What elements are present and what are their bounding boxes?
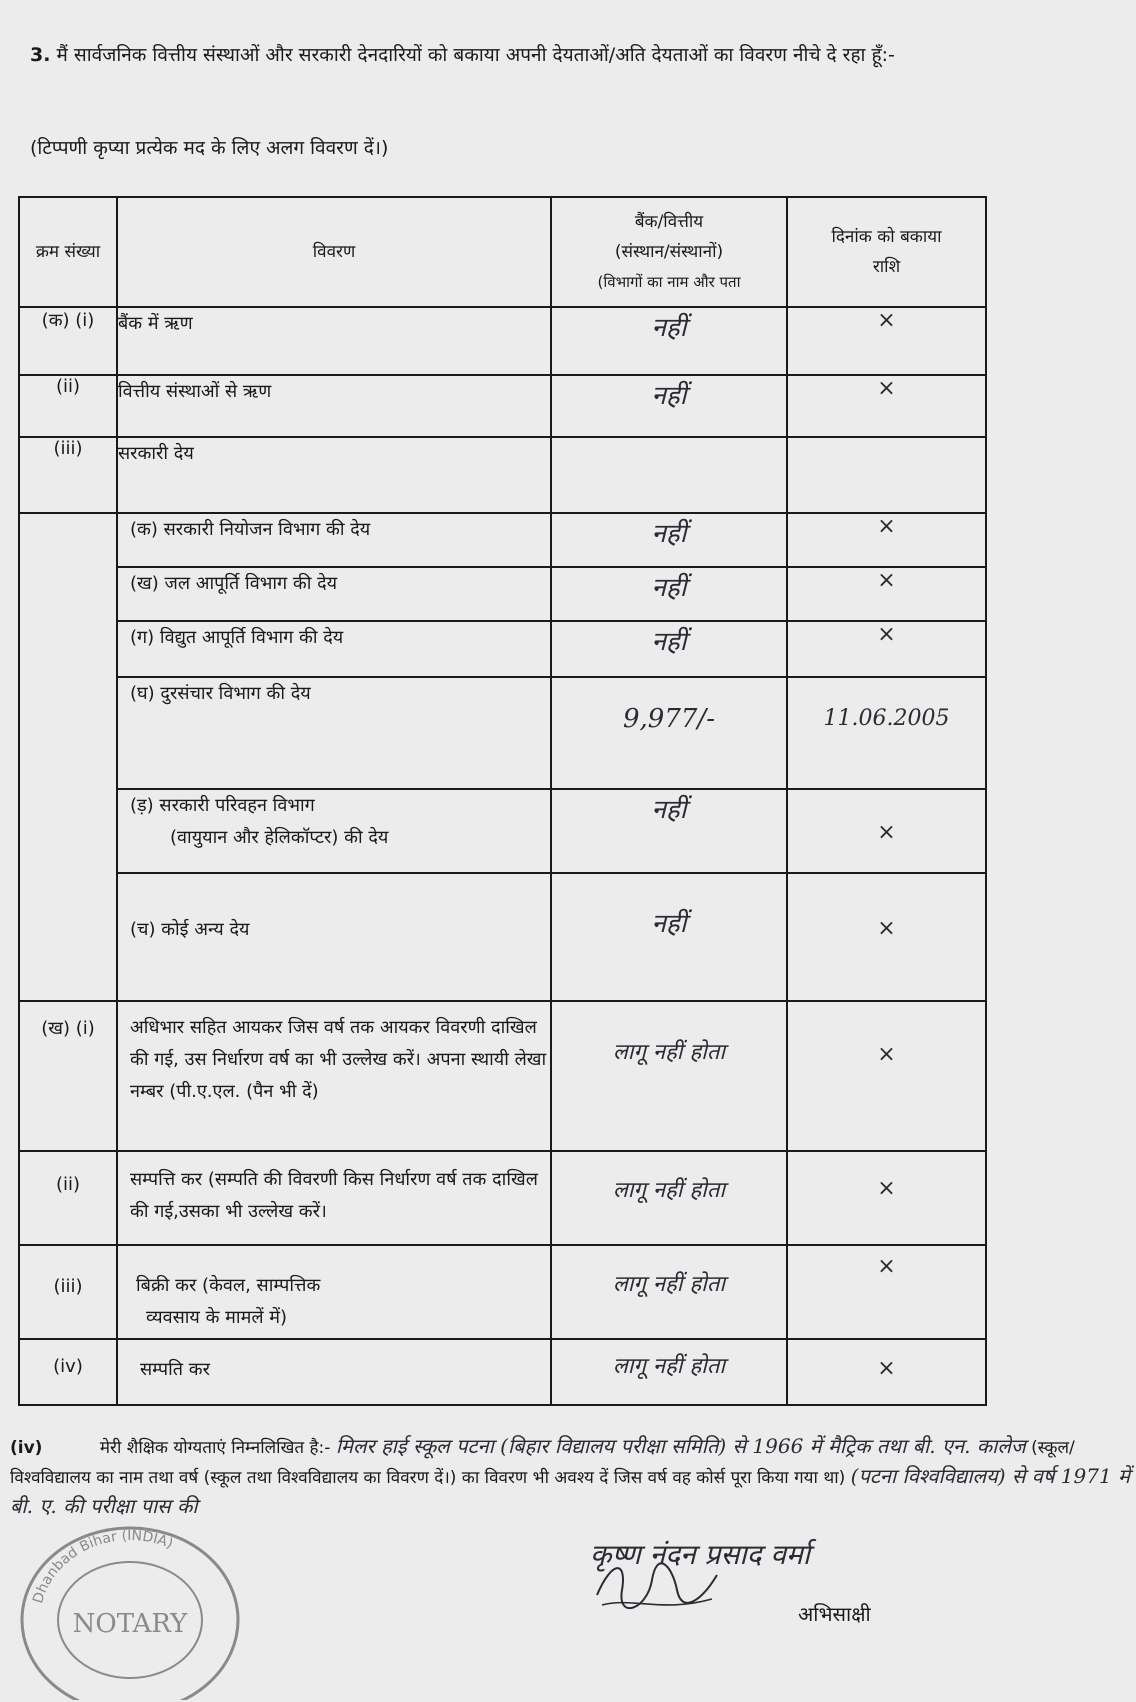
table-row bbox=[19, 567, 986, 621]
row-bank-entry: लागू नहीं होता bbox=[551, 1151, 787, 1245]
row-bank-entry: नहीं bbox=[551, 789, 787, 873]
row-description: (ग) विद्युत आपूर्ति विभाग की देय bbox=[117, 621, 551, 677]
row-serial: (ii) bbox=[19, 375, 117, 437]
row-description: अधिभार सहित आयकर जिस वर्ष तक आयकर विवरणी दाखिल की गई, उस निर्धारण वर्ष का भी उल्लेख करें। अपना स्थायी लेखा नम्बर (पी.ए.एल. (पैन भी दें) bbox=[117, 1001, 551, 1151]
stamp-ring-text: Dhanbad Bihar (INDIA) bbox=[30, 1527, 176, 1606]
table-row bbox=[19, 1151, 986, 1245]
education-handwritten-2: (पटना विश्वविद्यालय) से वर्ष 1971 में बी. ए. की परीक्षा पास की bbox=[10, 1464, 1130, 1518]
notary-stamp bbox=[10, 1510, 250, 1700]
row-amount-entry: × bbox=[787, 1339, 986, 1405]
table-header-row bbox=[19, 197, 986, 307]
row-amount-entry: × bbox=[787, 375, 986, 437]
header-serial: क्रम संख्या bbox=[19, 197, 117, 307]
row-amount-entry: × bbox=[787, 1245, 986, 1339]
table-row bbox=[19, 1339, 986, 1405]
table-row bbox=[19, 307, 986, 375]
education-instructions: (स्कूल/विश्वविद्यालय का नाम तथा वर्ष (स्कूल तथा विश्वविद्यालय का विवरण दें।) का विवरण भी अवश्य दें जिस वर्ष वह कोर्स पूरा किया गया था) bbox=[10, 1438, 1075, 1488]
table-row bbox=[19, 873, 986, 1001]
row-description-line1: बिक्री कर (केवल, साम्पत्तिक bbox=[136, 1275, 321, 1296]
education-handwritten-1: मिलर हाई स्कूल पटना (बिहार विद्यालय परीक्षा समिति) से 1966 में मैट्रिक तथा बी. एन. कालेज bbox=[335, 1434, 1026, 1458]
row-amount-entry: × bbox=[787, 873, 986, 1001]
row-description: (च) कोई अन्य देय bbox=[117, 873, 551, 1001]
row-amount-entry: × bbox=[787, 789, 986, 873]
table-row bbox=[19, 375, 986, 437]
stamp-title: NOTARY bbox=[72, 1609, 188, 1639]
header-amount bbox=[787, 197, 986, 307]
row-amount-entry: × bbox=[787, 1001, 986, 1151]
education-section bbox=[10, 1432, 1135, 1522]
header-bank bbox=[551, 197, 787, 307]
row-amount-entry bbox=[787, 437, 986, 513]
row-description bbox=[117, 789, 551, 873]
row-amount-entry: × bbox=[787, 621, 986, 677]
table-row bbox=[19, 789, 986, 873]
header-bank-line2: (संस्थान/संस्थानों) bbox=[614, 242, 724, 262]
header-amount-line2: राशि bbox=[872, 257, 901, 277]
row-description: वित्तीय संस्थाओं से ऋण bbox=[117, 375, 551, 437]
section-heading-text: मैं सार्वजनिक वित्तीय संस्थाओं और सरकारी देनदारियों को बकाया अपनी देयताओं/अति देयताओं का विवरण नीचे दे रहा हूँ:- bbox=[56, 44, 895, 66]
row-amount-entry: 11.06.2005 bbox=[787, 677, 986, 789]
row-amount-entry: × bbox=[787, 1151, 986, 1245]
table-row bbox=[19, 437, 986, 513]
row-bank-entry: नहीं bbox=[551, 375, 787, 437]
row-serial: (iii) bbox=[19, 1245, 117, 1339]
row-bank-entry: लागू नहीं होता bbox=[551, 1001, 787, 1151]
row-bank-entry: नहीं bbox=[551, 307, 787, 375]
row-description: सम्पत्ति कर (सम्पति की विवरणी किस निर्धारण वर्ष तक दाखिल की गई,उसका भी उल्लेख करें। bbox=[117, 1151, 551, 1245]
header-details: विवरण bbox=[117, 197, 551, 307]
row-serial-empty bbox=[19, 513, 117, 1001]
row-amount-entry: × bbox=[787, 307, 986, 375]
row-description: सरकारी देय bbox=[117, 437, 551, 513]
liabilities-table bbox=[18, 196, 987, 1406]
row-description: बैंक में ऋण bbox=[117, 307, 551, 375]
section-heading bbox=[30, 38, 1030, 72]
row-bank-entry: लागू नहीं होता bbox=[551, 1339, 787, 1405]
row-description-line2: (वायुयान और हेलिकॉप्टर) की देय bbox=[170, 827, 389, 848]
row-bank-entry bbox=[551, 437, 787, 513]
row-description: सम्पति कर bbox=[117, 1339, 551, 1405]
section-number: 3. bbox=[30, 44, 51, 66]
row-bank-entry: 9,977/- bbox=[551, 677, 787, 789]
row-bank-entry: नहीं bbox=[551, 567, 787, 621]
row-description bbox=[117, 1245, 551, 1339]
row-amount-entry: × bbox=[787, 567, 986, 621]
row-serial: (ख) (i) bbox=[19, 1001, 117, 1151]
row-bank-entry: लागू नहीं होता bbox=[551, 1245, 787, 1339]
education-label: (iv) bbox=[10, 1438, 43, 1458]
row-serial: (ii) bbox=[19, 1151, 117, 1245]
row-bank-entry: नहीं bbox=[551, 513, 787, 567]
row-serial: (क) (i) bbox=[19, 307, 117, 375]
table-row bbox=[19, 1245, 986, 1339]
section-note: (टिप्पणी कृप्या प्रत्येक मद के लिए अलग विवरण दें।) bbox=[30, 137, 389, 159]
header-bank-line3: (विभागों का नाम और पता bbox=[597, 273, 741, 291]
table-row bbox=[19, 677, 986, 789]
row-serial: (iii) bbox=[19, 437, 117, 513]
row-description: (ख) जल आपूर्ति विभाग की देय bbox=[117, 567, 551, 621]
row-description: (क) सरकारी नियोजन विभाग की देय bbox=[117, 513, 551, 567]
education-intro: मेरी शैक्षिक योग्यताएं निम्नलिखित है:- bbox=[99, 1438, 331, 1458]
row-bank-entry: नहीं bbox=[551, 873, 787, 1001]
header-amount-line1: दिनांक को बकाया bbox=[831, 227, 942, 247]
row-description-line1: (ड़) सरकारी परिवहन विभाग bbox=[130, 795, 315, 816]
table-row bbox=[19, 513, 986, 567]
deponent-label: अभिसाक्षी bbox=[798, 1602, 871, 1626]
row-description: (घ) दुरसंचार विभाग की देय bbox=[117, 677, 551, 789]
header-bank-line1: बैंक/वित्तीय bbox=[634, 212, 704, 232]
row-amount-entry: × bbox=[787, 513, 986, 567]
row-serial: (iv) bbox=[19, 1339, 117, 1405]
row-bank-entry: नहीं bbox=[551, 621, 787, 677]
table-row bbox=[19, 1001, 986, 1151]
table-row bbox=[19, 621, 986, 677]
signature-name: कृष्ण नंदन प्रसाद वर्मा bbox=[590, 1538, 810, 1571]
row-description-line2: व्यवसाय के मामलें में) bbox=[146, 1307, 288, 1328]
